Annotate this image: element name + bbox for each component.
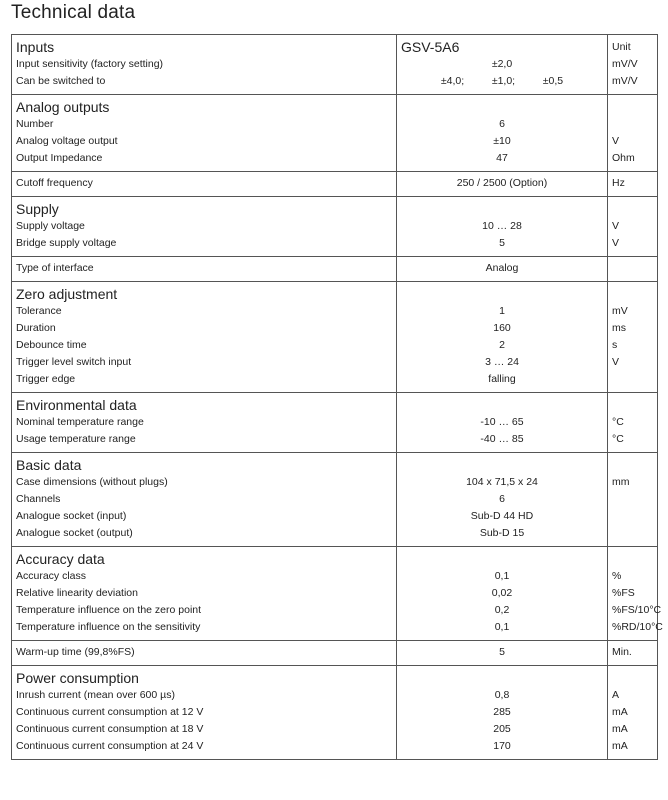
- section-header: Environmental data: [16, 397, 137, 413]
- section-units: [608, 197, 658, 257]
- section-units: [608, 393, 658, 453]
- param-value: 5: [499, 237, 505, 249]
- param-label: Accuracy class: [16, 570, 87, 582]
- param-unit: mV/V: [612, 58, 638, 70]
- header-spacer: [612, 550, 653, 568]
- param-unit: V: [612, 220, 620, 232]
- param-value: 2: [499, 339, 505, 351]
- param-label: Warm-up time (99,8%FS): [16, 646, 135, 658]
- param-label: Analogue socket (output): [16, 527, 133, 539]
- param-value: -40 … 85: [480, 433, 524, 445]
- param-value: 170: [493, 740, 511, 752]
- header-spacer: [401, 396, 603, 414]
- param-value: 285: [493, 706, 511, 718]
- param-label: Nominal temperature range: [16, 416, 144, 428]
- param-value: 0,1: [494, 570, 510, 582]
- section-values: [397, 666, 608, 760]
- section-labels: [12, 197, 397, 257]
- param-unit: mA: [612, 723, 628, 735]
- param-value: ±2,0: [491, 58, 513, 70]
- section-row: [12, 95, 658, 172]
- param-value: 10 … 28: [482, 220, 522, 232]
- param-unit: V: [612, 356, 620, 368]
- param-unit: [612, 371, 653, 388]
- param-unit: mV: [612, 305, 628, 317]
- param-value: 250 / 2500 (Option): [456, 177, 548, 189]
- param-label: Supply voltage: [16, 220, 85, 232]
- section-labels: [12, 282, 397, 393]
- param-value: 6: [499, 493, 505, 505]
- section-header: Basic data: [16, 457, 82, 473]
- param-value: Sub-D 15: [479, 527, 525, 539]
- param-label: Output Impedance: [16, 152, 103, 164]
- header-spacer: [401, 550, 603, 568]
- section-header: Zero adjustment: [16, 286, 118, 302]
- section-row: [12, 666, 658, 760]
- device-name: GSV-5A6: [401, 39, 460, 55]
- section-values: [397, 282, 608, 393]
- param-label: Analogue socket (input): [16, 510, 127, 522]
- header-spacer: [401, 200, 603, 218]
- param-value: ±10: [493, 135, 511, 147]
- param-label: Channels: [16, 493, 61, 505]
- param-label: Continuous current consumption at 24 V: [16, 740, 204, 752]
- section-values: [397, 197, 608, 257]
- header-spacer: [612, 456, 653, 474]
- param-value-option: ±0,5: [542, 75, 564, 87]
- param-label: Debounce time: [16, 339, 87, 351]
- section-values: [397, 547, 608, 641]
- param-label: Relative linearity deviation: [16, 587, 138, 599]
- section-units: [608, 641, 658, 666]
- section-row: [12, 172, 658, 197]
- param-unit: %RD/10°C: [612, 621, 663, 633]
- param-unit: [612, 525, 653, 542]
- param-unit: Ohm: [612, 152, 635, 164]
- param-unit: V: [612, 237, 620, 249]
- section-units: [608, 95, 658, 172]
- param-unit: [612, 116, 653, 133]
- param-label: Inrush current (mean over 600 µs): [16, 689, 175, 701]
- section-values: [397, 453, 608, 547]
- param-unit: [612, 508, 653, 525]
- param-label: Input sensitivity (factory setting): [16, 58, 164, 70]
- param-label: Tolerance: [16, 305, 62, 317]
- param-value-option: ±1,0;: [491, 75, 516, 87]
- param-label: Number: [16, 118, 54, 130]
- param-label: Bridge supply voltage: [16, 237, 117, 249]
- param-label: Trigger level switch input: [16, 356, 132, 368]
- param-label: Temperature influence on the sensitivity: [16, 621, 201, 633]
- param-value: 0,1: [494, 621, 510, 633]
- section-row: [12, 35, 658, 95]
- param-value: 205: [493, 723, 511, 735]
- param-label: Type of interface: [16, 262, 94, 274]
- param-label: Usage temperature range: [16, 433, 136, 445]
- param-unit: mm: [612, 476, 630, 488]
- section-row: [12, 453, 658, 547]
- param-value: 5: [499, 646, 505, 658]
- section-units: [608, 547, 663, 641]
- section-labels: [12, 257, 397, 282]
- section-row: [12, 641, 658, 666]
- technical-data-table: [11, 34, 663, 760]
- param-value: 104 x 71,5 x 24: [466, 476, 538, 488]
- param-unit: s: [612, 339, 618, 351]
- section-values: [397, 257, 608, 282]
- param-label: Can be switched to: [16, 75, 106, 87]
- param-label: Duration: [16, 322, 56, 334]
- section-header: Analog outputs: [16, 99, 110, 115]
- section-values: [397, 35, 608, 95]
- param-value: -10 … 65: [480, 416, 524, 428]
- header-spacer: [401, 98, 603, 116]
- section-header: Inputs: [16, 39, 55, 55]
- section-row: [12, 197, 658, 257]
- param-unit: [612, 260, 653, 277]
- param-unit: ms: [612, 322, 626, 334]
- section-units: [608, 35, 658, 95]
- param-unit: %FS/10°C: [612, 604, 662, 616]
- param-unit: °C: [612, 416, 624, 428]
- section-labels: [12, 35, 397, 95]
- param-unit: Min.: [612, 646, 632, 658]
- section-labels: [12, 641, 397, 666]
- param-value: 0,02: [491, 587, 513, 599]
- param-value-option: ±4,0;: [440, 75, 465, 87]
- section-header: Supply: [16, 201, 59, 217]
- section-row: [12, 547, 658, 641]
- header-spacer: [401, 285, 603, 303]
- param-unit: V: [612, 135, 620, 147]
- section-labels: [12, 666, 397, 760]
- section-units: [608, 172, 658, 197]
- section-labels: [12, 547, 397, 641]
- param-value: 3 … 24: [485, 356, 519, 368]
- header-spacer: [612, 285, 653, 303]
- param-unit: %FS: [612, 587, 635, 599]
- header-spacer: [612, 396, 653, 414]
- param-unit: Hz: [612, 177, 625, 189]
- param-value: Sub-D 44 HD: [470, 510, 534, 522]
- param-value-options: [401, 73, 603, 90]
- header-spacer: [401, 456, 603, 474]
- param-label: Analog voltage output: [16, 135, 118, 147]
- section-row: [12, 393, 658, 453]
- section-units: [608, 666, 658, 760]
- param-unit: mA: [612, 740, 628, 752]
- param-label: Continuous current consumption at 12 V: [16, 706, 204, 718]
- param-value: 0,8: [494, 689, 510, 701]
- param-value: 0,2: [494, 604, 510, 616]
- param-value: 1: [499, 305, 505, 317]
- header-spacer: [612, 200, 653, 218]
- page-title: Technical data: [11, 2, 136, 23]
- section-header: Power consumption: [16, 670, 139, 686]
- param-value: 160: [493, 322, 511, 334]
- param-label: Case dimensions (without plugs): [16, 476, 168, 488]
- section-header: Accuracy data: [16, 551, 105, 567]
- section-row: [12, 257, 658, 282]
- param-value: Analog: [485, 262, 519, 274]
- param-unit: %: [612, 570, 622, 582]
- param-value: falling: [488, 373, 516, 385]
- param-label: Trigger edge: [16, 373, 76, 385]
- section-units: [608, 453, 658, 547]
- param-unit: A: [612, 689, 620, 701]
- param-value: 47: [496, 152, 508, 164]
- param-unit: °C: [612, 433, 624, 445]
- unit-column-header: Unit: [612, 41, 631, 53]
- section-labels: [12, 393, 397, 453]
- header-spacer: [401, 669, 603, 687]
- section-values: [397, 95, 608, 172]
- header-spacer: [612, 669, 653, 687]
- param-unit: [612, 491, 653, 508]
- param-unit: mA: [612, 706, 628, 718]
- section-labels: [12, 172, 397, 197]
- param-unit: mV/V: [612, 75, 638, 87]
- section-row: [12, 282, 658, 393]
- param-label: Temperature influence on the zero point: [16, 604, 202, 616]
- section-units: [608, 257, 658, 282]
- param-label: Cutoff frequency: [16, 177, 93, 189]
- header-spacer: [612, 98, 653, 116]
- section-labels: [12, 95, 397, 172]
- section-values: [397, 641, 608, 666]
- section-units: [608, 282, 658, 393]
- param-label: Continuous current consumption at 18 V: [16, 723, 204, 735]
- section-values: [397, 172, 608, 197]
- section-values: [397, 393, 608, 453]
- section-labels: [12, 453, 397, 547]
- param-value: 6: [499, 118, 505, 130]
